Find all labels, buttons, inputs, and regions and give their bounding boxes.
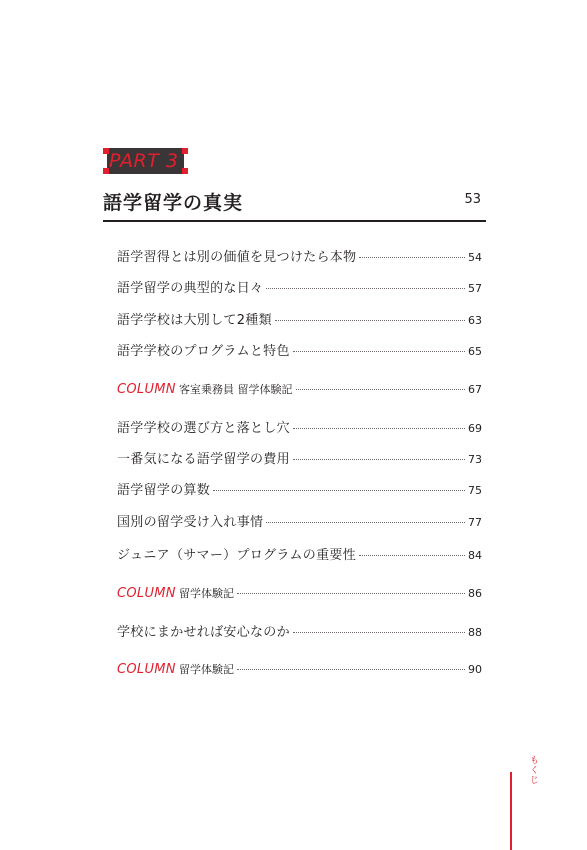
toc-entry-page: 90 [468, 663, 482, 676]
part-label: PART 3 [109, 150, 179, 172]
column-label: COLUMN [117, 586, 176, 601]
toc-entry[interactable] [117, 309, 482, 331]
dot-leader [293, 351, 465, 352]
dot-leader [213, 490, 465, 491]
toc-entry-page: 67 [468, 383, 482, 396]
toc-entry-title: 語学学校は大別して2種類 [117, 313, 272, 328]
toc-entry[interactable] [117, 417, 482, 439]
toc-entry-title: 客室乗務員 留学体験記 [179, 383, 293, 396]
dot-leader [275, 320, 465, 321]
toc-entry-page: 73 [468, 453, 482, 466]
toc-entry[interactable] [117, 621, 482, 643]
toc-entry-page: 65 [468, 345, 482, 358]
toc-entry-title: 語学学校の選び方と落とし穴 [117, 421, 290, 436]
toc-entry[interactable] [117, 246, 482, 268]
title-rule [103, 220, 486, 222]
toc-entry-title: 国別の留学受け入れ事情 [117, 515, 264, 530]
toc-entry-page: 77 [468, 516, 482, 529]
part-page-number: 53 [464, 192, 481, 207]
toc-entry-page: 57 [468, 282, 482, 295]
toc-column-entry[interactable] [117, 585, 482, 607]
toc-entry-title: 学校にまかせれば安心なのか [117, 625, 290, 640]
toc-entry-page: 88 [468, 626, 482, 639]
toc-entry-page: 54 [468, 251, 482, 264]
toc-entry-title: 留学体験記 [179, 663, 234, 676]
toc-column-entry[interactable] [117, 661, 482, 683]
dot-leader [296, 389, 466, 390]
dot-leader [359, 257, 465, 258]
dot-leader [237, 669, 465, 670]
dot-leader [266, 522, 465, 523]
dot-leader [293, 459, 465, 460]
toc-entry-title: 語学学校のプログラムと特色 [117, 344, 290, 359]
part-label-banner [103, 148, 188, 174]
toc-entry[interactable] [117, 277, 482, 299]
toc-entry[interactable] [117, 479, 482, 501]
toc-entry-title: 語学習得とは別の価値を見つけたら本物 [117, 250, 357, 265]
dot-leader [359, 555, 465, 556]
toc-entry[interactable] [117, 544, 482, 566]
toc-entry-page: 75 [468, 484, 482, 497]
dot-leader [237, 593, 465, 594]
toc-entry-page: 86 [468, 587, 482, 600]
toc-entry[interactable] [117, 340, 482, 362]
toc-entry-title: 一番気になる語学留学の費用 [117, 452, 290, 467]
toc-entry-title: ジュニア（サマー）プログラムの重要性 [117, 548, 357, 563]
toc-column-entry[interactable] [117, 381, 482, 403]
column-label: COLUMN [117, 382, 176, 397]
part-title: 語学留学の真実 [103, 192, 244, 214]
toc-entry-page: 84 [468, 549, 482, 562]
side-tab-rule [510, 772, 512, 850]
toc-entry-title: 留学体験記 [179, 587, 234, 600]
toc-entry-page: 69 [468, 422, 482, 435]
dot-leader [266, 288, 465, 289]
dot-leader [293, 428, 465, 429]
toc-entry[interactable] [117, 448, 482, 470]
toc-entry-page: 63 [468, 314, 482, 327]
toc-entry-title: 語学留学の算数 [117, 483, 211, 498]
toc-entry[interactable] [117, 511, 482, 533]
toc-entry-title: 語学留学の典型的な日々 [117, 281, 264, 296]
side-tab-label: もくじ [528, 755, 538, 785]
dot-leader [293, 632, 465, 633]
column-label: COLUMN [117, 662, 176, 677]
